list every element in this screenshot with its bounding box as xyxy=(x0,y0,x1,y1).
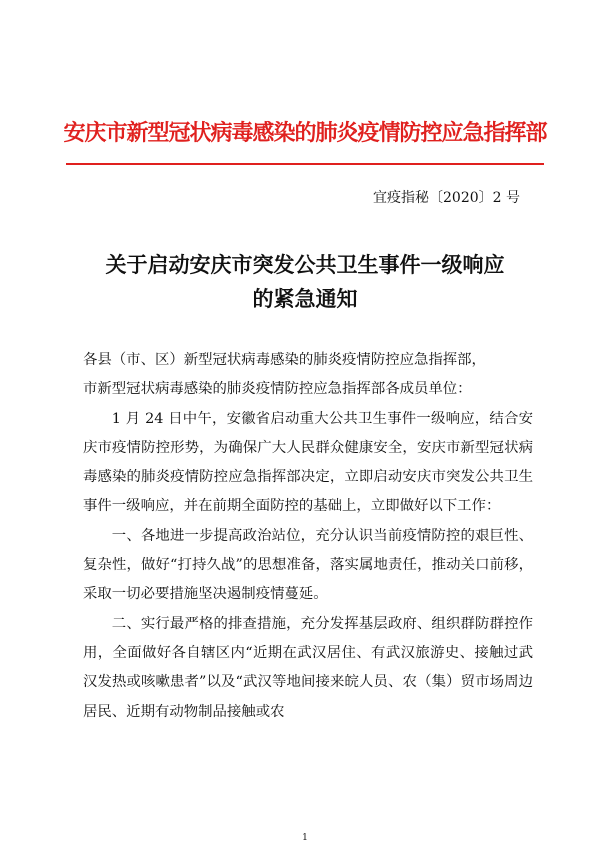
document-title xyxy=(70,248,540,316)
page-number: 1 xyxy=(302,833,308,843)
document-body xyxy=(83,346,533,727)
salutation-line-2: 市新型冠状病毒感染的肺炎疫情防控应急指挥部各成员单位： xyxy=(83,381,472,398)
document-number: 宜疫指秘〔2020〕2 号 xyxy=(373,190,520,206)
issuing-authority-header: 安庆市新型冠状病毒感染的肺炎疫情防控应急指挥部 xyxy=(63,120,547,146)
title-line-2: 的紧急通知 xyxy=(252,286,358,311)
title-line-1: 关于启动安庆市突发公共卫生事件一级响应 xyxy=(105,252,505,277)
red-header-rule xyxy=(66,163,544,165)
paragraph-item-1: 一、各地进一步提高政治站位，充分认识当前疫情防控的艰巨性、复杂性，做好“打持久战”的思想准备，落实属地责任，推动关口前移，采取一切必要措施坚决遏制疫情蔓延。 xyxy=(83,527,533,603)
paragraph-intro: 1 月 24 日中午，安徽省启动重大公共卫生事件一级响应，结合安庆市疫情防控形势，为确保广大人民群众健康安全，安庆市新型冠状病毒感染的肺炎疫情防控应急指挥部决定，立即启动安庆市突发公共卫生事件一级响应，并在前期全面防控的基础上，立即做好以下工作： xyxy=(83,410,533,515)
salutation-line-1: 各县（市、区）新型冠状病毒感染的肺炎疫情防控应急指挥部， xyxy=(83,352,486,368)
paragraph-item-2: 二、实行最严格的排查措施，充分发挥基层政府、组织群防群控作用，全面做好各自辖区内“近期在武汉居住、有武汉旅游史、接触过武汉发热或咳嗽患者”以及“武汉等地间接来皖人员、农（集）贸市场周边居民、近期有动物制品接触或农 xyxy=(83,615,533,720)
